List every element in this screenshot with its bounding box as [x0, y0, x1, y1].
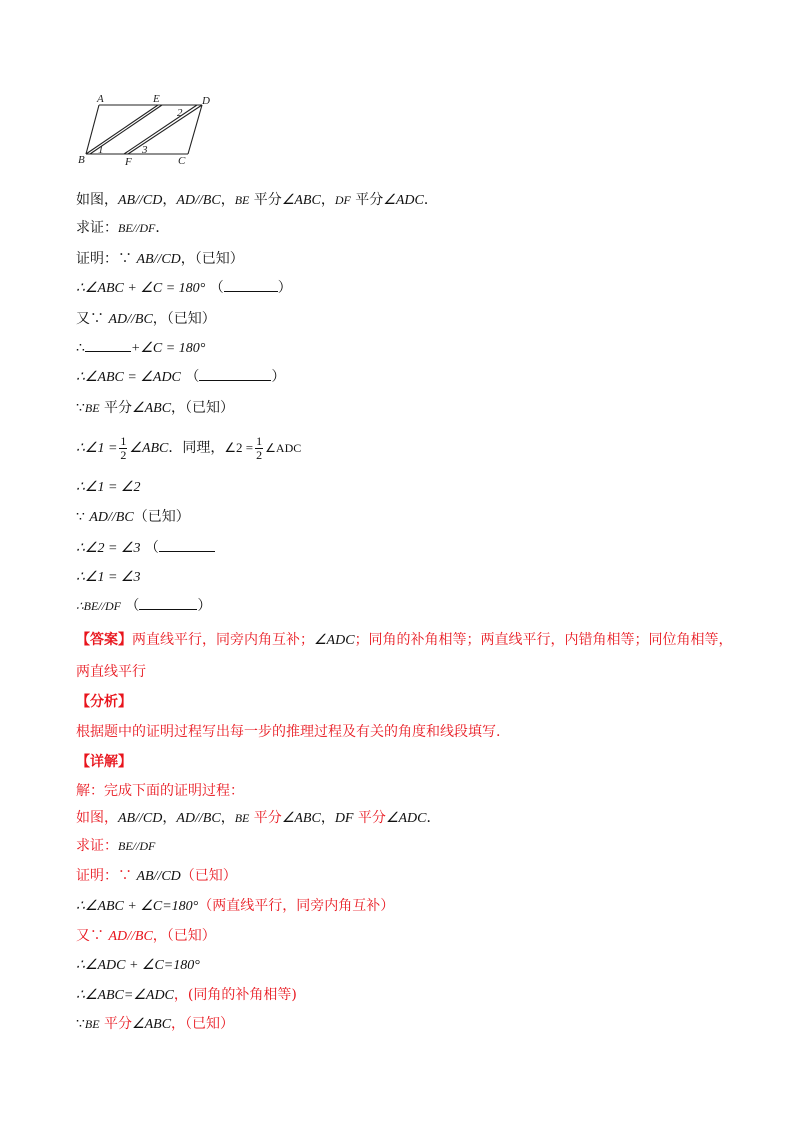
analysis-label [76, 692, 760, 712]
proof-math: AD//BC [108, 312, 153, 327]
angle-label-2: 2 [177, 107, 183, 119]
detail-math: ∠ABC [132, 1017, 172, 1032]
fill-blank-1[interactable] [224, 279, 278, 292]
proof-math: ∴∠1 = ∠2 [76, 480, 141, 495]
fill-blank-4[interactable] [159, 539, 215, 552]
detail-math: ∴∠ABC + ∠C=180° [76, 899, 199, 914]
label-c: C [178, 155, 186, 167]
fraction-numerator: 1 [120, 433, 127, 448]
detail-step-6 [76, 1014, 760, 1035]
proof-math: ∠ADC [265, 441, 302, 455]
given-angle-adc: ∠ADC [383, 193, 424, 208]
proof-line-3 [76, 309, 760, 330]
proof-reason: ，（已知） [152, 311, 216, 327]
given-angle-abc: ∠ABC [281, 193, 321, 208]
proof-reason: ，（已知） [180, 251, 244, 267]
fill-blank-5[interactable] [139, 597, 197, 610]
label-b: B [78, 154, 85, 166]
detail-label-text: 【详解】 [76, 754, 132, 770]
proof-line-10 [76, 538, 760, 559]
segment-df [128, 105, 202, 154]
detail-math: ∴∠ABC=∠ADC [76, 988, 174, 1003]
detail-math: AD//BC [176, 811, 221, 826]
answer-text: 两直线平行 [76, 664, 146, 680]
detail-text: 平分 [353, 810, 386, 826]
detail-reason: ，（已知） [171, 1016, 235, 1032]
detail-math: ∠ADC [385, 811, 427, 826]
proof-line-11 [76, 567, 760, 588]
proof-math: +∠C = 180° [130, 341, 206, 356]
detail-math: ∠ABC [281, 811, 321, 826]
proof-line-5 [76, 367, 760, 388]
proof-math: ∴∠1 = [76, 441, 118, 456]
given-df: DF [334, 193, 351, 207]
proof-paren: ） [277, 280, 292, 296]
fraction-denominator: 2 [120, 447, 127, 462]
detail-text: 如图， [76, 810, 118, 826]
angle-label-3: 3 [142, 144, 148, 156]
given-bisect: 平分 [249, 192, 282, 208]
detail-step-1 [76, 866, 760, 887]
prove-end: ． [155, 220, 170, 236]
proof-text: ．同理， [168, 440, 225, 456]
proof-paren: ） [271, 369, 286, 385]
proof-line-8 [76, 477, 760, 498]
proof-math: ∠ABC [129, 441, 169, 456]
answer-math: ∠ADC [314, 633, 355, 648]
detail-sep: ， [320, 810, 335, 826]
fraction-denominator: 2 [256, 447, 263, 462]
detail-text: 证明：∵ [76, 868, 137, 884]
answer-text: 两直线平行，同旁内角互补； [132, 632, 314, 648]
problem-given [76, 190, 760, 211]
detail-math: BE [84, 1017, 100, 1031]
proof-math: ∴∠ABC + ∠C = 180° [76, 281, 206, 296]
parallelogram-figure [76, 92, 226, 172]
proof-math: ∠ABC [132, 401, 172, 416]
proof-reason: ，（已知） [171, 400, 235, 416]
fraction-half [119, 435, 127, 462]
detail-reason: ，(同角的补角相等) [173, 987, 297, 1003]
detail-text: 平分 [99, 1016, 133, 1032]
prove-label: 求证： [76, 220, 118, 236]
proof-math: ∠2 = [224, 440, 254, 455]
proof-because: ∵ [76, 400, 85, 416]
detail-math: AD//BC [108, 929, 153, 944]
detail-sep: ， [220, 810, 235, 826]
proof-line-6 [76, 398, 760, 419]
answer-text: ；同角的补角相等；两直线平行，内错角相等；同位角相等， [354, 632, 733, 648]
detail-reason: ，（已知） [152, 928, 216, 944]
proof-line-1 [76, 249, 760, 270]
label-e: E [153, 93, 160, 105]
detail-reason: （已知） [180, 868, 237, 884]
proof-therefore: ∴ [76, 340, 85, 356]
analysis-text [76, 722, 760, 742]
detail-step-3 [76, 926, 760, 947]
detail-math: AB//CD [136, 869, 181, 884]
detail-math: DF [334, 811, 354, 826]
proof-math: ∴∠ABC = ∠ADC [76, 370, 181, 385]
detail-end: ． [426, 810, 441, 826]
detail-text: 又∵ [76, 928, 109, 944]
proof-paren: （ [185, 369, 200, 385]
detail-because: ∵ [76, 1016, 85, 1032]
detail-math: BE//DF [118, 839, 156, 853]
proof-paren: （ [125, 598, 140, 614]
proof-math: ∴BE//DF [76, 599, 121, 613]
angle-label-1: 1 [98, 144, 104, 156]
proof-math: BE [84, 401, 100, 415]
proof-line-4 [76, 338, 760, 359]
detail-intro-text: 解：完成下面的证明过程： [76, 783, 244, 799]
label-a: A [97, 93, 104, 105]
proof-paren: ） [197, 598, 212, 614]
given-sep: ， [162, 192, 177, 208]
proof-text: 平分 [99, 400, 133, 416]
proof-because: ∵ [76, 509, 90, 525]
proof-line-9 [76, 507, 760, 528]
detail-given [76, 808, 760, 829]
detail-sep: ， [162, 810, 177, 826]
proof-text: 又∵ [76, 311, 109, 327]
proof-math: ∴∠2 = ∠3 [76, 541, 141, 556]
given-end: ． [423, 192, 438, 208]
proof-reason: （已知） [133, 509, 190, 525]
answer-label: 【答案】 [76, 632, 132, 648]
detail-text: 求证： [76, 838, 118, 854]
detail-math: BE [234, 811, 250, 825]
proof-line-2 [76, 278, 760, 299]
proof-math: AB//CD [136, 252, 181, 267]
detail-step-5 [76, 985, 760, 1006]
proof-paren: （ [144, 540, 159, 556]
detail-math: ∴∠ADC + ∠C=180° [76, 958, 200, 973]
detail-intro [76, 781, 760, 801]
given-bisect: 平分 [350, 192, 384, 208]
detail-text: 平分 [249, 810, 282, 826]
fill-blank-2[interactable] [85, 339, 131, 352]
fraction-half [255, 435, 263, 462]
given-sep: ， [320, 192, 335, 208]
label-d: D [202, 95, 210, 107]
segment-df-2 [124, 105, 197, 154]
given-ab-cd: AB//CD [118, 193, 163, 208]
detail-step-2 [76, 896, 760, 917]
proof-line-7 [76, 428, 760, 468]
detail-reason: （两直线平行，同旁内角互补） [198, 898, 395, 914]
analysis-label-text: 【分析】 [76, 694, 132, 710]
proof-math: ∴∠1 = ∠3 [76, 570, 141, 585]
given-ad-bc: AD//BC [176, 193, 221, 208]
answer-line-2 [76, 662, 760, 682]
prove-statement: BE//DF [118, 221, 156, 235]
fraction-numerator: 1 [256, 433, 263, 448]
answer-line-1 [76, 630, 760, 651]
given-be: BE [234, 193, 250, 207]
detail-prove [76, 836, 760, 856]
problem-prove [76, 218, 760, 238]
given-sep: ， [220, 192, 235, 208]
given-prefix: 如图， [76, 192, 118, 208]
label-f: F [125, 156, 132, 168]
detail-math: AB//CD [118, 811, 163, 826]
proof-line-12 [76, 596, 760, 616]
fill-blank-3[interactable] [199, 368, 271, 381]
proof-paren: （ [209, 280, 224, 296]
analysis-body: 根据题中的证明过程写出每一步的推理过程及有关的角度和线段填写. [76, 724, 501, 740]
detail-label [76, 752, 760, 772]
proof-text: 证明：∵ [76, 251, 137, 267]
proof-math: AD//BC [89, 510, 134, 525]
detail-step-4 [76, 955, 760, 976]
